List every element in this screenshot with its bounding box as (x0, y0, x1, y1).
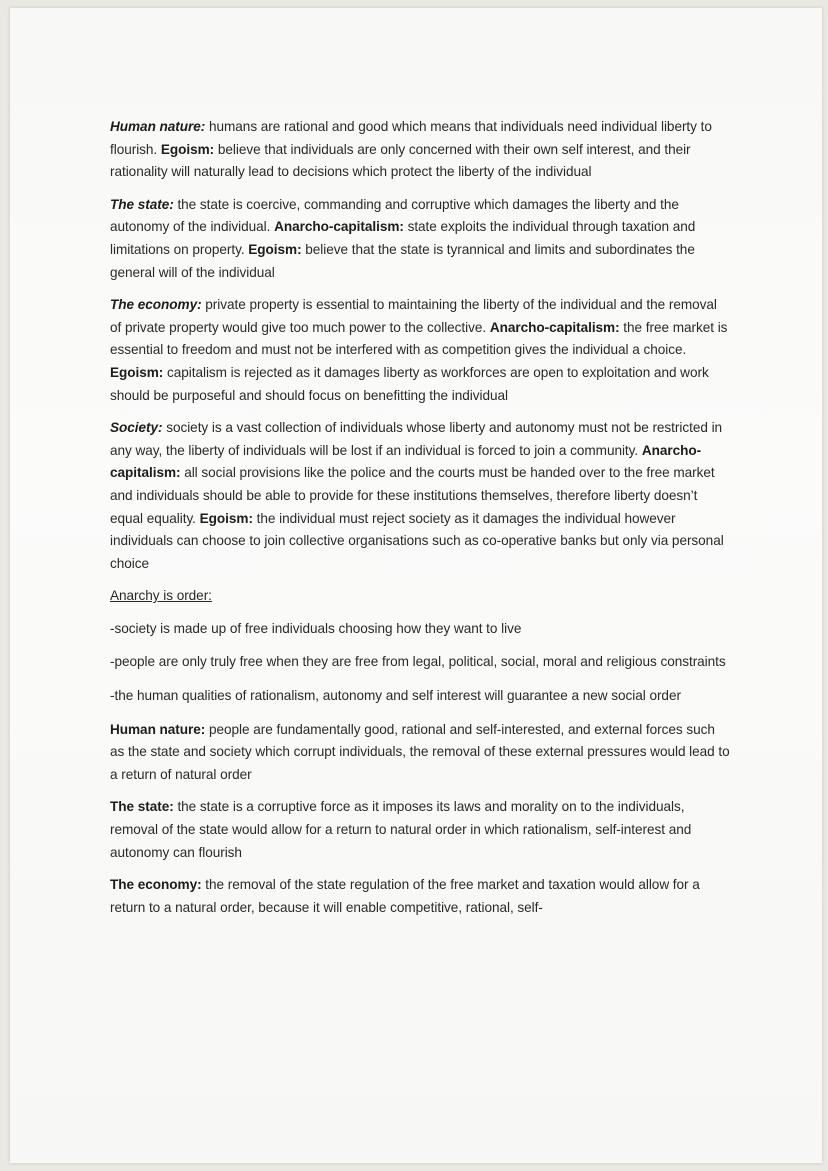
term-egoism: Egoism: (110, 364, 164, 380)
anarchy-bullet-1: -society is made up of free individuals choosing how they want to live (110, 620, 522, 636)
term-the-state: The state: (110, 799, 174, 815)
anarchy-bullet-3: -the human qualities of rationalism, autonomy and self interest will guarantee a new social order (110, 688, 681, 704)
term-anarcho-capitalism: Anarcho-capitalism: (489, 319, 620, 335)
term-the-economy: The economy: (110, 297, 202, 313)
term-human-nature: Human nature: (110, 119, 206, 134)
term-egoism: Egoism: (160, 141, 215, 157)
paragraph-the-state-1: The state: the state is coercive, commanding and corruptive which damages the liberty and the autonomy of the individual. Anarcho-capitalism: state exploits the individual through taxation and limitations on property. Egoism: believe that the state is tyrannical and limits and subordinates the general will of the individual (110, 196, 696, 280)
anarchy-bullet-2: -people are only truly free when they are free from legal, political, social, moral and religious constraints (110, 654, 726, 670)
term-egoism: Egoism: (199, 510, 253, 526)
term-human-nature: Human nature: (110, 721, 206, 737)
term-society: Society: (110, 420, 163, 436)
anarchy-heading: Anarchy is order: (110, 588, 212, 604)
paragraph-human-nature-2: Human nature: people are fundamentally good, rational and self-interested, and external forces such as the state and society which corrupt individuals, the removal of these external pressures would lead to a return of natural order (110, 721, 730, 782)
paragraph-the-economy-2: The economy: the removal of the state regulation of the free market and taxation would allow for a return to a natural order, because it will enable competitive, rational, self- (110, 877, 700, 915)
term-the-economy: The economy: (110, 877, 202, 893)
term-the-state: The state: (110, 196, 174, 212)
paragraph-the-economy-1: The economy: private property is essential to maintaining the liberty of the individual and the removal of private property would give too much power to the collective. Anarcho-capitalism: the free market is essential to freedom and must not be interfered with as competition gives the individual a choice. Egoism: capitalism is rejected as it damages liberty as workforces are open to exploitation and work should be purposeful and should focus on benefitting the individual (110, 297, 728, 403)
document-page (10, 8, 822, 1163)
term-anarcho-capitalism: Anarcho-capitalism: (274, 219, 404, 235)
paragraph-the-state-2: The state: the state is a corruptive force as it imposes its laws and morality on to the individuals, removal of the state would allow for a return to natural order in which rationalism, self-interest and autonomy can flourish (110, 799, 692, 860)
term-egoism: Egoism: (248, 241, 302, 257)
paragraph-society-1: Society: society is a vast collection of individuals whose liberty and autonomy must not be restricted in any way, the liberty of individuals will be lost if an individual is forced to join a community. Anarcho-capitalism: all social provisions like the police and the courts must be handed over to the free market and individuals should be able to provide for these institutions themselves, therefore liberty doesn’t equal equality. Egoism: the individual must reject society as it damages the individual however individuals can choose to join collective organisations such as co-operative banks but only via personal choice (110, 420, 724, 571)
paragraph-human-nature-1: Human nature: humans are rational and good which means that individuals need individual liberty to flourish. Egoism: believe that individuals are only concerned with their own self interest, and their rationality will naturally lead to decisions which protect the liberty of the individual (110, 119, 712, 180)
document-body (110, 116, 730, 929)
term-anarcho-capitalism: Anarcho-capitalism: (110, 442, 702, 481)
